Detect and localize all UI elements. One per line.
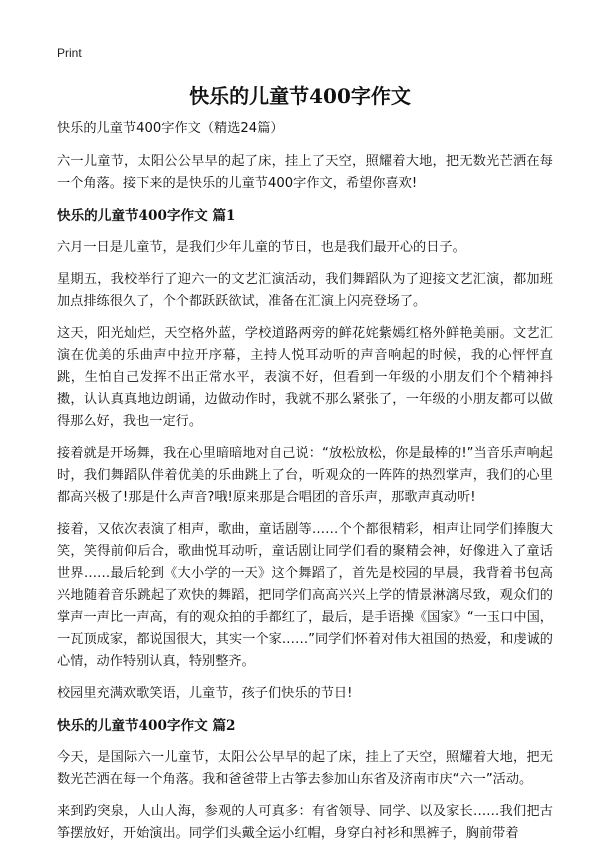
- document-subtitle: 快乐的儿童节400字作文（精选24篇）: [57, 121, 284, 136]
- paragraph: 校园里充满欢歌笑语，儿童节，孩子们快乐的节日!: [57, 686, 353, 701]
- paragraph: 六月一日是儿童节，是我们少年儿童的节日，也是我们最开心的日子。: [57, 240, 466, 255]
- section-heading: 快乐的儿童节400字作文 篇2: [57, 718, 236, 734]
- document-body: [57, 118, 553, 855]
- paragraph: 接着就是开场舞，我在心里暗暗地对自己说：“放松放松，你是最棒的!”当音乐声响起时，我们舞蹈队伴着优美的乐曲跳上了台，听观众的一阵阵的热烈掌声，我们的心里都高兴极了!那是什么声音?哦!原来那是合唱团的音乐声，那歌声真动听!: [57, 446, 553, 505]
- paragraph: 星期五，我校举行了迎六一的文艺汇演活动，我们舞蹈队为了迎接文艺汇演，都加班加点排练很久了，个个都跃跃欲试，准备在汇演上闪亮登场了。: [57, 272, 553, 309]
- intro-paragraph: 六一儿童节，太阳公公早早的起了床，挂上了天空，照耀着大地，把无数光芒洒在每一个角落。接下来的是快乐的儿童节400字作文，希望你喜欢!: [57, 154, 553, 191]
- page-title: 快乐的儿童节400字作文: [189, 84, 411, 108]
- section-heading: 快乐的儿童节400字作文 篇1: [57, 208, 236, 224]
- paragraph: 这天，阳光灿烂，天空格外蓝，学校道路两旁的鲜花姹紫嫣红格外鲜艳美丽。文艺汇演在优美的乐曲声中拉开序幕，主持人悦耳动听的声音响起的时候，我的心怦怦直跳，生怕自己发挥不出正常水平，表演不好，但看到一年级的小朋友们个个精神抖擞，认认真真地边朗诵，边做动作时，我就不那么紧张了，一年级的小朋友都可以做得那么好，我也一定行。: [57, 326, 553, 429]
- paragraph: 接着，又依次表演了相声，歌曲，童话剧等……个个都很精彩，相声让同学们捧腹大笑，笑得前仰后合，歌曲悦耳动听，童话剧让同学们看的聚精会神，好像进入了童话世界……最后轮到《大小学的一天》这个舞蹈了，首先是校园的早晨，我背着书包高兴地随着音乐跳起了欢快的舞蹈，把同学们高高兴兴上学的情景淋漓尽致，观众们的掌声一声比一声高，有的观众拍的手都红了，最后，是手语操《国家》“一玉口中国，一瓦顶成家，都说国很大，其实一个家……”同学们怀着对伟大祖国的热爱，和虔诚的心情，动作特别认真，特别整齐。: [57, 522, 553, 669]
- paragraph: 今天，是国际六一儿童节，太阳公公早早的起了床，挂上了天空，照耀着大地，把无数光芒洒在每一个角落。我和爸爸带上古筝去参加山东省及济南市庆“六一”活动。: [57, 750, 553, 787]
- print-label: Print: [57, 46, 82, 60]
- paragraph: 来到趵突泉，人山人海，参观的人可真多：有省领导、同学、以及家长……我们把古筝摆放好，开始演出。同学们头戴全运小红帽，身穿白衬衫和黑裤子，胸前带着: [57, 804, 553, 841]
